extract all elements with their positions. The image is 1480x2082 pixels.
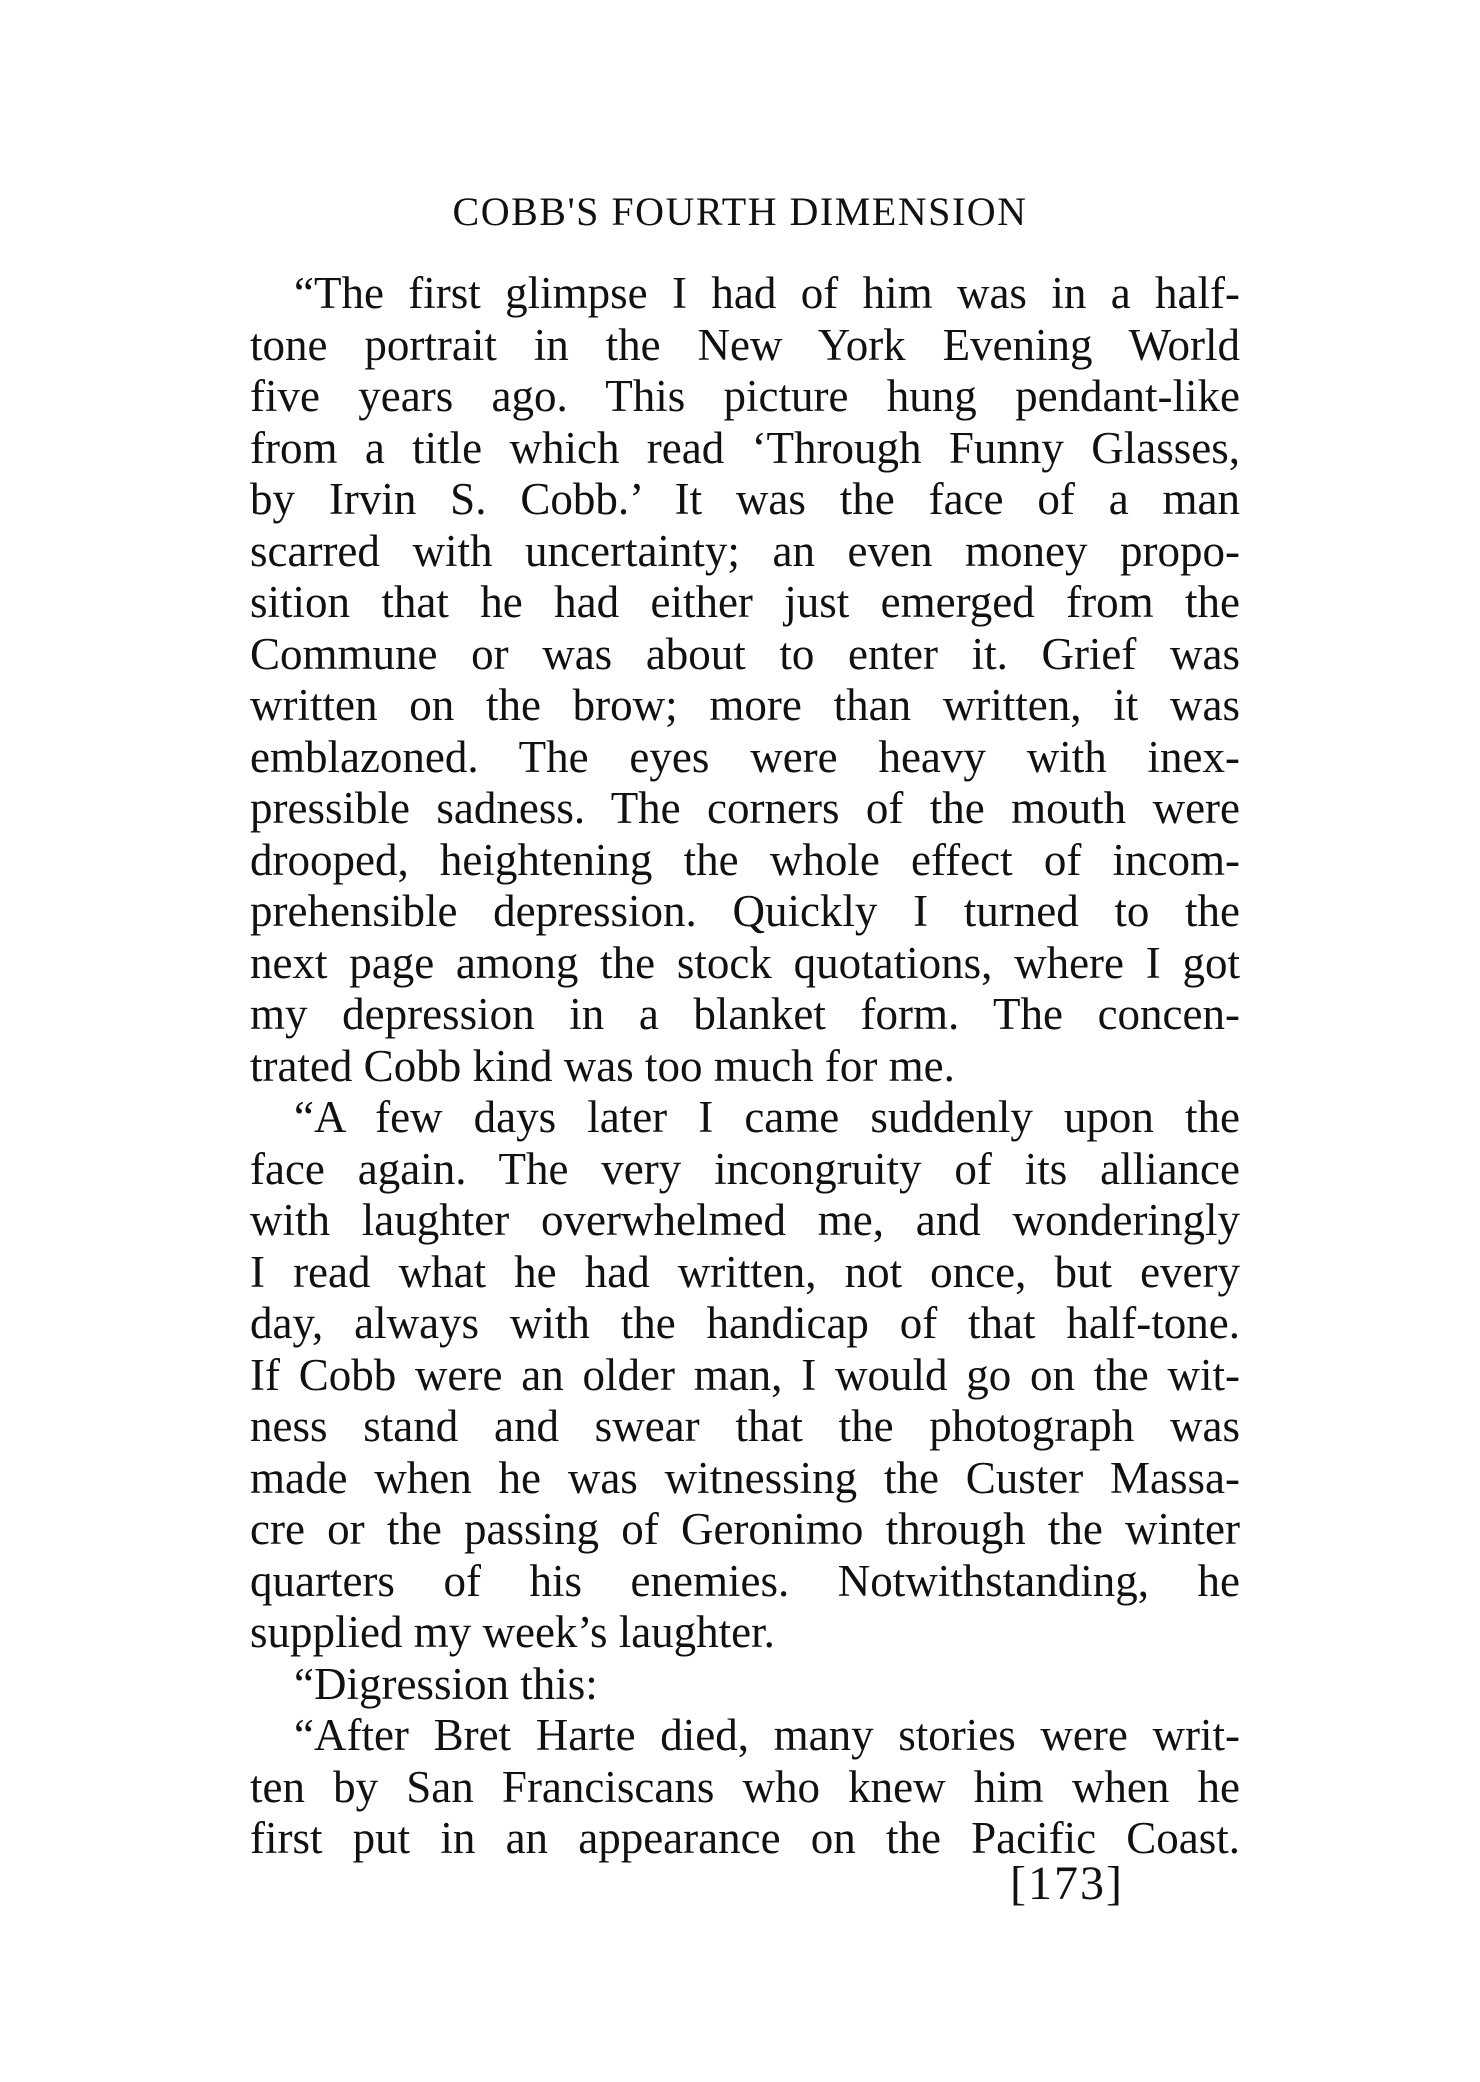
text-line: first put in an appearance on the Pacific Coast. bbox=[250, 1813, 1240, 1863]
text-line: sition that he had either just emerged from the bbox=[250, 577, 1240, 627]
text-line: scarred with uncertainty; an even money propo- bbox=[250, 525, 1240, 576]
text-line: ten by San Franciscans who knew him when he bbox=[250, 1761, 1240, 1812]
text-line: day, always with the handicap of that half-tone. bbox=[250, 1298, 1240, 1348]
text-line: “Digression this: bbox=[294, 1658, 598, 1709]
text-line: “A few days later I came suddenly upon the bbox=[294, 1092, 1240, 1142]
text-line: by Irvin S. Cobb.’ It was the face of a man bbox=[250, 474, 1240, 524]
text-line: prehensible depression. Quickly I turned to the bbox=[250, 886, 1240, 936]
text-line: five years ago. This picture hung pendant-like bbox=[250, 371, 1240, 421]
page-number: [173] bbox=[1010, 1857, 1124, 1910]
body-text bbox=[250, 268, 1240, 1865]
text-line: cre or the passing of Geronimo through the winter bbox=[250, 1504, 1240, 1554]
text-line: made when he was witnessing the Custer Massa- bbox=[250, 1452, 1240, 1503]
text-line: Commune or was about to enter it. Grief was bbox=[250, 628, 1240, 679]
text-line: “After Bret Harte died, many stories were writ- bbox=[294, 1710, 1240, 1760]
text-line: next page among the stock quotations, where I got bbox=[250, 937, 1240, 988]
text-line: ness stand and swear that the photograph was bbox=[250, 1401, 1240, 1451]
text-line: If Cobb were an older man, I would go on the wit- bbox=[250, 1349, 1240, 1400]
running-title: COBB'S FOURTH DIMENSION bbox=[452, 189, 1028, 234]
text-line: tone portrait in the New York Evening World bbox=[250, 319, 1240, 370]
text-line: trated Cobb kind was too much for me. bbox=[250, 1040, 955, 1091]
text-line: from a title which read ‘Through Funny Glasses, bbox=[250, 422, 1240, 473]
text-line: with laughter overwhelmed me, and wonderingly bbox=[250, 1195, 1240, 1245]
text-line: my depression in a blanket form. The concen- bbox=[250, 989, 1240, 1039]
text-line: “The first glimpse I had of him was in a half- bbox=[294, 268, 1240, 318]
text-line: face again. The very incongruity of its alliance bbox=[250, 1143, 1240, 1194]
text-line: quarters of his enemies. Notwithstanding, he bbox=[250, 1555, 1240, 1606]
text-line: pressible sadness. The corners of the mouth were bbox=[250, 783, 1240, 833]
text-line: emblazoned. The eyes were heavy with inex- bbox=[250, 731, 1240, 782]
text-line: supplied my week’s laughter. bbox=[250, 1607, 775, 1657]
text-line: written on the brow; more than written, it was bbox=[250, 680, 1240, 730]
text-line: drooped, heightening the whole effect of incom- bbox=[250, 834, 1240, 885]
text-line: I read what he had written, not once, but every bbox=[250, 1246, 1240, 1297]
